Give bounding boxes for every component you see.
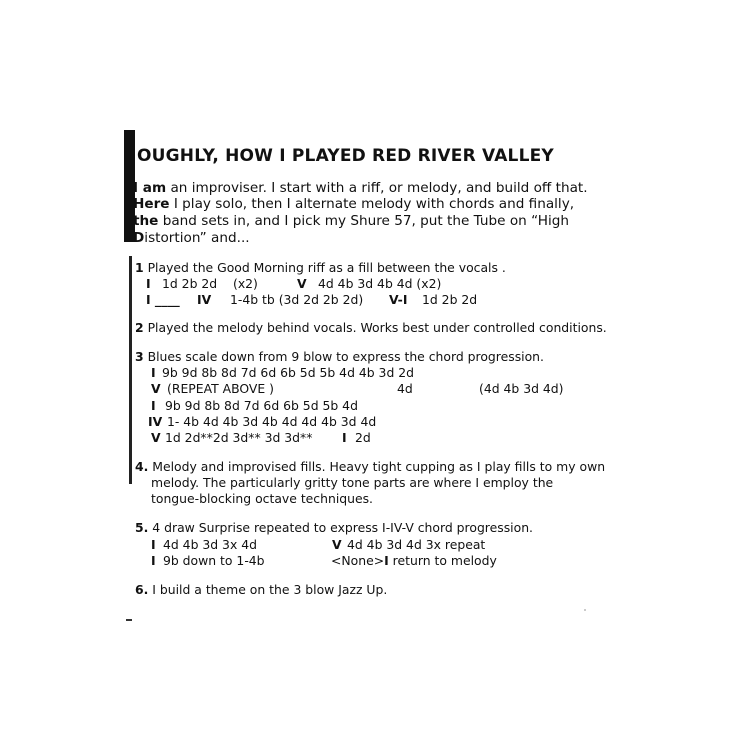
item-3-row-3-chord: I — [151, 398, 156, 413]
item-3-row-3-notes: 9b 9d 8b 8d 7d 6d 6b 5d 5b 4d — [165, 398, 358, 413]
item-3-row-1-chord: I — [151, 365, 156, 380]
item-3: 3 Blues scale down from 9 blow to express the chord progression. — [135, 349, 544, 364]
item-3-row-4-notes: 1- 4b 4d 4b 3d 4b 4d 4d 4b 3d 4d — [167, 414, 377, 429]
item-5-row-1-chord: I — [151, 537, 156, 552]
item-3-row-5-notes-2: 2d — [355, 430, 371, 445]
item-1-row-1-notes-2: 4d 4b 3d 4b 4d (x2) — [318, 276, 442, 291]
item-3-row-2-note: 4d — [397, 381, 413, 396]
item-3-row-5-chord-2: I — [342, 430, 347, 445]
item-3-row-1-notes: 9b 9d 8b 8d 7d 6d 6b 5d 5b 4d 4b 3d 2d — [162, 365, 414, 380]
item-1-row-2-chord-2: IV — [197, 292, 212, 307]
intro-line-1: I am an improviser. I start with a riff, or melody, and build off that. — [133, 180, 588, 196]
margin-bar — [129, 256, 132, 484]
item-5-row-1-chord-2: V — [332, 537, 342, 552]
item-1-row-1-notes: 1d 2b 2d — [162, 276, 218, 291]
intro-line-4: Distortion” and... — [133, 230, 250, 246]
item-1-row-1-chord-2: V — [297, 276, 307, 291]
item-4-line-2: melody. The particularly gritty tone parts are where I employ the — [151, 475, 554, 490]
scan-speck — [584, 609, 586, 611]
item-1-row-1-repeat: (x2) — [233, 276, 258, 291]
item-5-row-2-notes: 9b down to 1-4b — [163, 553, 265, 568]
item-1-row-2-chord: I ____ — [146, 292, 180, 307]
item-2: 2 Played the melody behind vocals. Works best under controlled conditions. — [135, 320, 607, 335]
intro-line-2: Here I play solo, then I alternate melody with chords and finally, — [133, 196, 575, 212]
item-5-row-2-chord: I — [151, 553, 156, 568]
item-3-row-5-chord: V — [151, 430, 161, 445]
item-5-row-2-notes-2: <None>I return to melody — [331, 553, 497, 568]
item-3-row-4-chord: IV — [148, 414, 163, 429]
item-5: 5. 4 draw Surprise repeated to express I-IV-V chord progression. — [135, 520, 533, 535]
item-1-row-2-notes-2: 1d 2b 2d — [422, 292, 478, 307]
item-1-row-2-notes: 1-4b tb (3d 2d 2b 2d) — [230, 292, 364, 307]
item-6: 6. I build a theme on the 3 blow Jazz Up. — [135, 582, 388, 597]
item-3-row-2-chord: V — [151, 381, 161, 396]
item-4: 4. Melody and improvised fills. Heavy tight cupping as I play fills to my own — [135, 459, 606, 474]
page-title: OUGHLY, HOW I PLAYED RED RIVER VALLEY — [137, 146, 554, 166]
page-mark — [126, 619, 132, 621]
intro-line-3: the band sets in, and I pick my Shure 57, put the Tube on “High — [133, 213, 569, 229]
item-4-line-3: tongue-blocking octave techniques. — [151, 491, 373, 506]
item-3-row-5-notes: 1d 2d**2d 3d** 3d 3d** — [165, 430, 313, 445]
item-1: 1 Played the Good Morning riff as a fill between the vocals . — [135, 260, 506, 275]
item-1-row-2-chord-3: V-I — [389, 292, 408, 307]
item-5-row-1-notes-2: 4d 4b 3d 4d 3x repeat — [347, 537, 486, 552]
item-5-row-1-notes: 4d 4b 3d 3x 4d — [163, 537, 257, 552]
item-1-row-1-chord: I — [146, 276, 151, 291]
item-3-row-2-notes: (REPEAT ABOVE ) — [167, 381, 274, 396]
item-3-row-2-aside: (4d 4b 3d 4d) — [479, 381, 564, 396]
